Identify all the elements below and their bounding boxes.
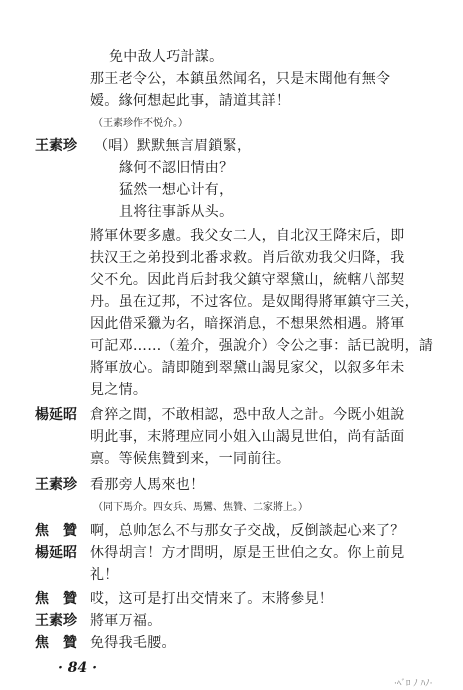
- text-line: 免中敌人巧計謀。: [109, 49, 224, 65]
- text-line: 那王老令公，本鎮虽然闻名，只是末聞他有無令: [90, 71, 391, 87]
- text-line: 嫒。緣何想起此事，請道其詳！: [90, 93, 291, 109]
- text-line: 看那旁人馬來也！: [90, 477, 205, 493]
- speaker-name: 焦 贊: [35, 523, 77, 539]
- text-line: 啊，总帅怎么不与那女子交战，反倒談起心来了？: [90, 523, 405, 539]
- text-line: 將軍万福。: [90, 613, 162, 629]
- edge-mark: ·ﾍﾞﾛ ﾉ ﾊﾉ·: [394, 679, 433, 689]
- text-line: 將軍放心。請即随到翠黛山謁見家父，以叙多年未: [90, 360, 405, 376]
- speaker-name: 王素珍: [35, 477, 77, 493]
- speaker-name: 楊延昭: [35, 545, 77, 561]
- text-line: 禀。等候焦贊到来，一同前往。: [90, 451, 291, 467]
- text-line: 扶汉王之弟投到北番求救。肖后欲劝我父归降，我: [90, 250, 405, 266]
- text-line: 倉猝之間，不敢相認，恐中敌人之計。今既小姐說: [90, 407, 405, 423]
- page-number: · 84 ·: [58, 660, 97, 676]
- text-line: 且将往事訴从头。: [119, 204, 234, 220]
- speaker-name: 楊延昭: [35, 407, 77, 423]
- text-line: 猛然一想心计有，: [119, 182, 234, 198]
- text-line: 免得我毛腰。: [90, 635, 176, 651]
- text-line: 見之情。: [90, 382, 148, 398]
- stage-direction: （王素珍作不悦介。）: [93, 118, 188, 129]
- speaker-name: 焦 贊: [35, 591, 77, 607]
- stage-direction: （同下馬介。四女兵、馬鸞、焦贊、二家將上。）: [93, 502, 308, 513]
- text-line: 父不允。因此肖后封我父鎮守翠黛山，統轄八部契: [90, 272, 405, 288]
- text-line: 哎，这可是打出交情来了。末將參見！: [90, 591, 334, 607]
- speaker-name: 王素珍: [35, 613, 77, 629]
- text-line: 明此事，末將理应同小姐入山謁見世伯，尚有話面: [90, 429, 405, 445]
- text-line: 因此借采獵为名，暗探消息，不想果然相遇。將軍: [90, 316, 405, 332]
- text-line: 緣何不認旧情由？: [119, 160, 234, 176]
- speaker-name: 王素珍: [35, 138, 77, 154]
- text-line: 可記邓……（羞介，强說介）令公之事：話已說明，請: [90, 338, 434, 354]
- text-line: 將軍休要多慮。我父女二人，自北汉王降宋后，即: [90, 228, 405, 244]
- text-line: 休得胡言！方才問明，原是王世伯之女。你上前見: [90, 545, 405, 561]
- text-line: 丹。虽在辽邦，不过客位。是奴聞得將軍鎮守三关，: [90, 294, 419, 310]
- text-line: （唱）默默無言眉鎖緊，: [94, 138, 252, 154]
- speaker-name: 焦 贊: [35, 635, 77, 651]
- text-line: 礼！: [90, 567, 119, 583]
